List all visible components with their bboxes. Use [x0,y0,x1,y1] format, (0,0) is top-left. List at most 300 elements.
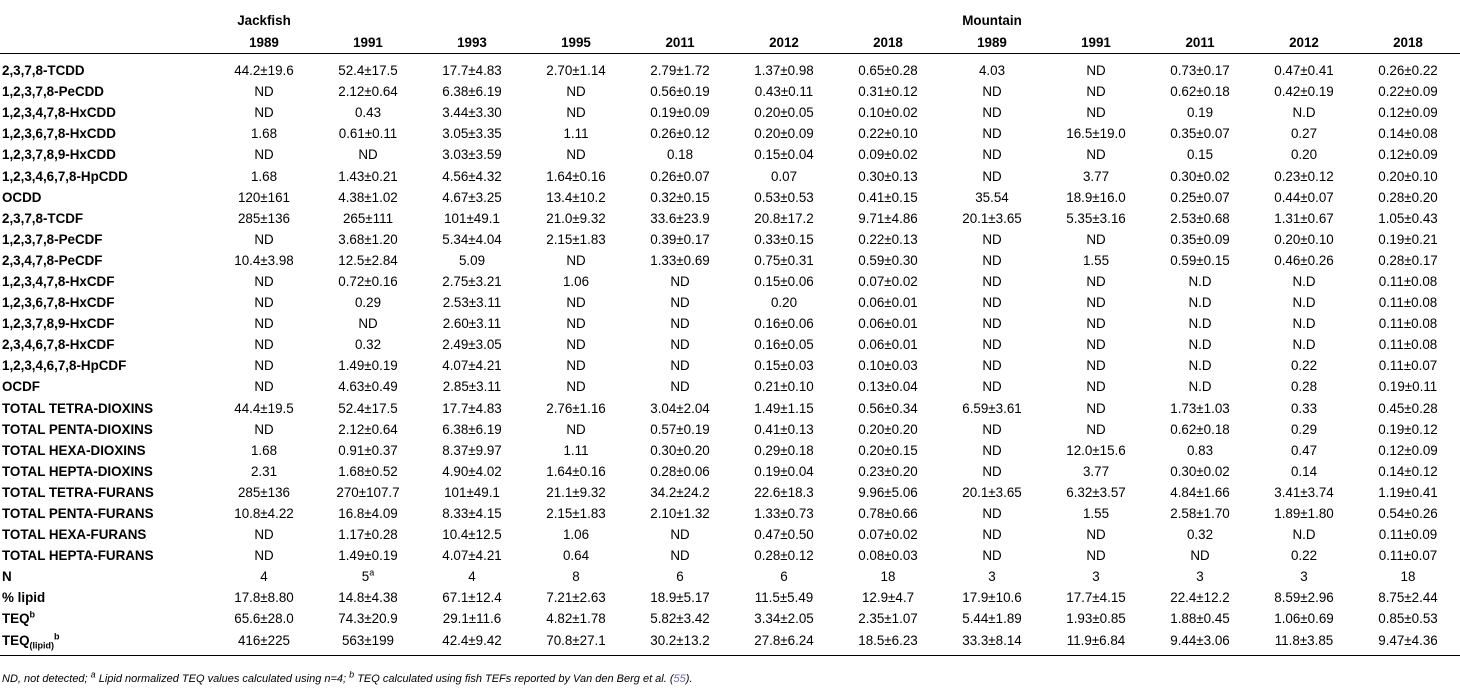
table-row [0,123,1460,144]
table-cell: 52.4±17.5 [338,63,398,79]
row-label: 1,2,3,7,8-PeCDF [2,231,103,247]
table-cell: 0.31±0.12 [858,84,918,100]
table-cell: 0.45±0.28 [1378,400,1438,416]
table-cell: 2.12±0.64 [338,84,398,100]
table-cell: 0.75±0.31 [754,252,814,268]
table-cell: 5$^a$ [361,567,375,585]
table-cell: N.D [1292,337,1316,353]
table-cell: 10.4±3.98 [234,252,294,268]
table-cell: 1.68 [250,442,278,458]
table-cell: 0.20±0.15 [858,442,918,458]
table-cell: 1.17±0.28 [338,527,398,543]
year-header: 2018 [836,28,940,54]
table-cell: 0.53±0.53 [754,189,814,205]
table-cell: 20.1±3.65 [962,210,1022,226]
table-cell: 0.73±0.17 [1170,63,1230,79]
table-cell: 0.83 [1186,442,1214,458]
table-cell: 0.09±0.02 [858,147,918,163]
table-cell: 5.35±3.16 [1066,210,1126,226]
row-label: TOTAL TETRA-FURANS [2,484,154,500]
group-header-mountain: Mountain [962,13,1022,28]
table-cell: ND [566,358,586,374]
table-cell: 29.1±11.6 [442,611,502,627]
table-cell: 0.11±0.08 [1378,295,1438,311]
table-cell: N.D [1188,273,1212,289]
table-cell: 0.19±0.04 [754,463,814,479]
table-cell: 0.62±0.18 [1170,84,1230,100]
table-cell: 10.4±12.5 [442,527,502,543]
table-cell: 0.20 [770,295,798,311]
table-cell: 0.11±0.08 [1378,337,1438,353]
table-cell: 3.03±3.59 [442,147,502,163]
table-cell: ND [566,252,586,268]
header-row-label [0,28,212,54]
year-header: 1993 [420,28,524,54]
table-cell: 1.68±0.52 [338,463,398,479]
table-cell: 0.22±0.10 [858,126,918,142]
table-cell: 2.31 [250,463,278,479]
table-cell: ND [982,463,1002,479]
table-cell: 17.9±10.6 [962,590,1022,606]
table-cell: 1.37±0.98 [754,63,814,79]
table-cell: ND [670,358,690,374]
table-row [0,208,1460,229]
table-cell: 22.6±18.3 [754,484,814,500]
table-cell: ND [982,506,1002,522]
table-cell: 0.47±0.50 [754,527,814,543]
table-cell: 11.5±5.49 [754,590,814,606]
table-cell: 0.10±0.02 [858,105,918,121]
table-cell: 44.2±19.6 [234,63,294,79]
table-cell: ND [358,316,378,332]
table-cell: 265±111 [342,210,394,226]
table-cell: 0.33 [1290,400,1318,416]
table-cell: 0.29±0.18 [754,442,814,458]
table-cell: 9.44±3.06 [1148,630,1252,656]
table-cell: 17.7±4.15 [1066,590,1126,606]
table-cell: 0.19±0.21 [1378,231,1438,247]
table-cell: 1.93±0.85 [1066,611,1126,627]
table-cell: 33.6±23.9 [650,210,710,226]
table-cell: 0.56±0.19 [650,84,710,100]
table-cell: 8.59±2.96 [1274,590,1334,606]
table-cell: 0.30±0.02 [1170,463,1230,479]
table-cell: 2.60±3.11 [442,316,502,332]
table-cell: 8 [572,569,580,585]
table-cell: 0.44±0.07 [1274,189,1334,205]
table-cell: 1.06±0.69 [1274,611,1334,627]
row-label: % lipid [2,590,46,606]
table-cell: 1.49±1.15 [754,400,814,416]
row-label: TOTAL PENTA-FURANS [2,506,154,522]
table-cell: 0.07 [770,168,798,184]
table-cell: 1.55 [1082,252,1110,268]
table-cell: 2.15±1.83 [546,506,606,522]
table-cell: 2.15±1.83 [546,231,606,247]
table-cell: N.D [1292,316,1316,332]
table-row [0,187,1460,208]
row-label: 1,2,3,6,7,8-HxCDD [2,126,116,142]
table-cell: 0.29 [1290,421,1318,437]
year-header: 1989 [212,28,316,54]
table-cell: 0.47 [1290,442,1318,458]
table-cell: 0.13±0.04 [858,379,918,395]
table-cell: ND [254,358,274,374]
table-cell: 3.77 [1082,168,1110,184]
row-label: N [2,569,12,585]
table-cell: 12.0±15.6 [1066,442,1126,458]
table-row [0,292,1460,313]
table-cell: 13.4±10.2 [546,189,606,205]
table-cell: 0.57±0.19 [650,421,710,437]
table-cell: ND [982,421,1002,437]
table-cell: 1.19±0.41 [1378,484,1438,500]
table-cell: 0.35±0.07 [1170,126,1230,142]
year-header: 2011 [628,28,732,54]
table-cell: 6 [676,569,684,585]
row-label: 1,2,3,7,8,9-HxCDF [2,316,115,332]
table-cell: ND [566,295,586,311]
table-cell: 4.03 [978,63,1006,79]
table-row [0,334,1460,355]
table-cell: 0.28±0.06 [650,463,710,479]
table-cell: 0.07±0.02 [858,273,918,289]
table-cell: ND [1086,63,1106,79]
table-cell: 101±49.1 [444,484,500,500]
table-cell: ND [1086,316,1106,332]
table-cell: ND [1086,273,1106,289]
row-label: $TEQ_{(lipid)}^b$ [0,630,212,656]
table-cell: 5.44±1.89 [962,611,1022,627]
table-row [0,54,1460,82]
table-cell: 20.8±17.2 [754,210,814,226]
table-cell: 2.76±1.16 [546,400,606,416]
table-cell: 9.47±4.36 [1356,630,1460,656]
table-cell: 0.20±0.05 [754,105,814,121]
table-cell: ND [1086,337,1106,353]
table-cell: ND [1086,147,1106,163]
table-cell: 0.59±0.15 [1170,252,1230,268]
table-cell: 0.10±0.03 [858,358,918,374]
table-cell: ND [982,252,1002,268]
year-header: 1991 [316,28,420,54]
table-cell: N.D [1188,337,1212,353]
table-cell: 0.16±0.06 [754,316,814,332]
table-cell: ND [982,231,1002,247]
table-cell: 0.06±0.01 [858,337,918,353]
table-cell: 9.71±4.86 [858,210,918,226]
table-cell: 0.41±0.13 [754,421,814,437]
table-cell: ND [566,147,586,163]
table-cell: 2.79±1.72 [650,63,710,79]
year-header: 1995 [524,28,628,54]
table-cell: 5.82±3.42 [650,611,710,627]
table-cell: 0.42±0.19 [1274,84,1334,100]
table-cell: 0.91±0.37 [338,442,398,458]
table-cell: ND [1086,527,1106,543]
table-row [0,376,1460,397]
table-cell: 0.20 [1290,147,1318,163]
row-label: TOTAL TETRA-DIOXINS [2,400,154,416]
table-cell: 12.9±4.7 [861,590,915,606]
row-label: OCDD [2,189,42,205]
row-label: 1,2,3,4,7,8-HxCDF [2,273,115,289]
table-cell: 6.38±6.19 [442,84,502,100]
table-cell: 0.32 [1186,527,1214,543]
table-cell: 0.21±0.10 [754,379,814,395]
table-cell: 70.8±27.1 [524,630,628,656]
table-cell: 4.90±4.02 [442,463,502,479]
table-row [0,355,1460,376]
table-cell: ND [254,84,274,100]
table-cell: 0.22±0.13 [858,231,918,247]
citation-link[interactable]: 55 [673,673,686,685]
table-cell: 0.11±0.07 [1378,548,1438,564]
table-cell: N.D [1188,316,1212,332]
table-row [0,81,1460,102]
table-cell: 0.11±0.07 [1378,358,1438,374]
table-cell: 0.22 [1290,548,1318,564]
table-cell: 14.8±4.38 [338,590,398,606]
table-cell: ND [566,84,586,100]
table-cell: 21.1±9.32 [546,484,606,500]
table-cell: 0.20±0.09 [754,126,814,142]
table-row [0,398,1460,419]
table-cell: 0.43 [354,105,382,121]
year-header: 2012 [732,28,836,54]
table-cell: 16.5±19.0 [1066,126,1126,142]
table-row [0,461,1460,482]
table-cell: 0.20±0.10 [1378,168,1438,184]
row-label: 1,2,3,4,6,7,8-HpCDF [2,358,127,374]
row-label: TOTAL HEXA-DIOXINS [2,442,146,458]
table-cell: ND [982,273,1002,289]
table-cell: 4 [468,569,476,585]
table-cell: 6.32±3.57 [1066,484,1126,500]
table-row [0,482,1460,503]
table-cell: ND [1086,295,1106,311]
table-cell: ND [1190,548,1210,564]
header-corner [0,0,212,28]
table-cell: ND [670,316,690,332]
table-cell: ND [1086,105,1106,121]
table-cell: 16.8±4.09 [338,506,398,522]
table-row [0,503,1460,524]
table-cell: ND [566,421,586,437]
table-cell: ND [358,147,378,163]
table-cell: 4.38±1.02 [338,189,398,205]
table-cell: 1.33±0.69 [650,252,710,268]
table-header [0,0,1460,54]
table-cell: 4.63±0.49 [338,379,398,395]
table-row [0,608,1460,629]
table-cell: ND [254,379,274,395]
table-row [0,524,1460,545]
table-cell: 3.44±3.30 [442,105,502,121]
table-cell: 33.3±8.14 [940,630,1044,656]
year-header: 1989 [940,28,1044,54]
table-row [0,229,1460,250]
row-label: OCDF [2,379,40,395]
table-cell: 0.28±0.17 [1378,252,1438,268]
table-cell: ND [254,231,274,247]
table-cell: 2.49±3.05 [442,337,502,353]
table-cell: ND [254,548,274,564]
table-row [0,250,1460,271]
table-cell: 11.9±6.84 [1044,630,1148,656]
table-cell: 0.08±0.03 [858,548,918,564]
table-cell: 18 [1400,569,1416,585]
table-cell: N.D [1292,527,1316,543]
table-cell: 4.67±3.25 [442,189,502,205]
table-cell: ND [670,273,690,289]
table-cell: 0.27 [1290,126,1318,142]
table-cell: N.D [1188,358,1212,374]
table-cell: 3.04±2.04 [650,400,710,416]
table-row [0,419,1460,440]
table-cell: 3.05±3.35 [442,126,502,142]
table-row [0,440,1460,461]
table-cell: 0.28±0.20 [1378,189,1438,205]
table-cell: 1.68 [250,168,278,184]
table-cell: 0.19±0.11 [1378,379,1438,395]
table-cell: 17.8±8.80 [234,590,294,606]
table-cell: 0.23±0.20 [858,463,918,479]
table-cell: 2.53±0.68 [1170,210,1230,226]
table-cell: 0.07±0.02 [858,527,918,543]
table-cell: 30.2±13.2 [628,630,732,656]
table-cell: 0.19±0.12 [1378,421,1438,437]
table-cell: 0.54±0.26 [1378,506,1438,522]
table-cell: 3 [1092,569,1100,585]
table-cell: ND [566,105,586,121]
table-row [0,102,1460,123]
row-label: 1,2,3,4,7,8-HxCDD [2,105,116,121]
table-cell: 18.9±5.17 [650,590,710,606]
table-cell: 4 [260,569,268,585]
table-cell: 1.06 [562,527,590,543]
table-cell: 5.09 [458,252,486,268]
table-cell: 2.12±0.64 [338,421,398,437]
table-cell: 0.11±0.08 [1378,273,1438,289]
table-cell: 35.54 [975,189,1009,205]
table-cell: 21.0±9.32 [546,210,606,226]
table-cell: 0.18 [666,147,694,163]
table-row [0,545,1460,566]
table-cell: ND [254,273,274,289]
table-cell: 1.64±0.16 [546,463,606,479]
table-cell: ND [982,126,1002,142]
table-cell: 17.7±4.83 [442,63,502,79]
table-cell: 0.39±0.17 [650,231,710,247]
table-cell: ND [982,316,1002,332]
table-cell: ND [982,442,1002,458]
table-cell: 0.12±0.09 [1378,442,1438,458]
table-cell: ND [670,379,690,395]
row-label: TOTAL HEPTA-DIOXINS [2,463,153,479]
table-cell: 4.82±1.78 [546,611,606,627]
table-cell: 0.47±0.41 [1274,63,1334,79]
table-cell: 4.56±4.32 [442,168,502,184]
table-cell: 34.2±24.2 [650,484,710,500]
table-cell: ND [982,527,1002,543]
table-cell: 0.28 [1290,379,1318,395]
table-cell: 9.96±5.06 [858,484,918,500]
table-cell: 0.11±0.09 [1378,527,1438,543]
table-cell: 0.30±0.13 [858,168,918,184]
table-cell: 1.64±0.16 [546,168,606,184]
table-cell: 8.75±2.44 [1378,590,1438,606]
table-cell: 0.26±0.22 [1378,63,1438,79]
table-cell: 3 [1300,569,1308,585]
table-cell: 1.49±0.19 [338,548,398,564]
row-label: 2,3,7,8-TCDF [2,210,84,226]
table-cell: ND [982,147,1002,163]
table-cell: 18 [880,569,896,585]
table-cell: ND [670,548,690,564]
year-header: 2018 [1356,28,1460,54]
row-label: 2,3,4,6,7,8-HxCDF [2,337,115,353]
table-cell: 0.85±0.53 [1378,611,1438,627]
table-cell: 0.35±0.09 [1170,231,1230,247]
table-cell: 0.20±0.10 [1274,231,1334,247]
table-cell: 20.1±3.65 [962,484,1022,500]
table-body [0,54,1460,656]
table-cell: 2.85±3.11 [442,379,502,395]
table-cell: 0.12±0.09 [1378,147,1438,163]
table-cell: 6 [780,569,788,585]
table-cell: 0.16±0.05 [754,337,814,353]
table-cell: 563±199 [316,630,420,656]
row-label: 2,3,4,7,8-PeCDF [2,252,103,268]
table-footnote: ND, not detected; $^a$ Lipid normalized TEQ values calculated using n=4; $^b$ TEQ calculated using fish TEFs reported by Van den Berg et al. (55). [2,669,693,685]
table-cell: N.D [1188,295,1212,311]
table-cell: 1.06 [562,273,590,289]
table-cell: 0.62±0.18 [1170,421,1230,437]
table-cell: 3.77 [1082,463,1110,479]
table-cell: 3.68±1.20 [338,231,398,247]
table-cell: 4.07±4.21 [442,358,502,374]
table-cell: 2.58±1.70 [1170,506,1230,522]
table-cell: 0.11±0.08 [1378,316,1438,332]
table-cell: 2.75±3.21 [442,273,502,289]
table-cell: 0.14±0.12 [1378,463,1438,479]
table-cell: 12.5±2.84 [338,252,398,268]
table-cell: 120±161 [237,189,291,205]
table-cell: 3.34±2.05 [754,611,814,627]
table-cell: ND [982,548,1002,564]
table-cell: 0.46±0.26 [1274,252,1334,268]
table-row [0,313,1460,334]
table-cell: 42.4±9.42 [420,630,524,656]
table-cell: ND [670,295,690,311]
row-label: TOTAL HEXA-FURANS [2,527,147,543]
table-cell: 0.23±0.12 [1274,168,1334,184]
table-cell: 3 [1196,569,1204,585]
table-cell: 67.1±12.4 [442,590,502,606]
table-cell: ND [1086,379,1106,395]
table-cell: 10.8±4.22 [234,506,294,522]
table-row [0,566,1460,587]
table-cell: ND [1086,358,1106,374]
table-row [0,630,1460,656]
table-cell: ND [982,379,1002,395]
table-cell: 1.49±0.19 [338,358,398,374]
table-cell: 2.10±1.32 [650,506,710,522]
table-row [0,271,1460,292]
row-label: 1,2,3,4,6,7,8-HpCDD [2,168,128,184]
table-cell: 0.32±0.15 [650,189,710,205]
